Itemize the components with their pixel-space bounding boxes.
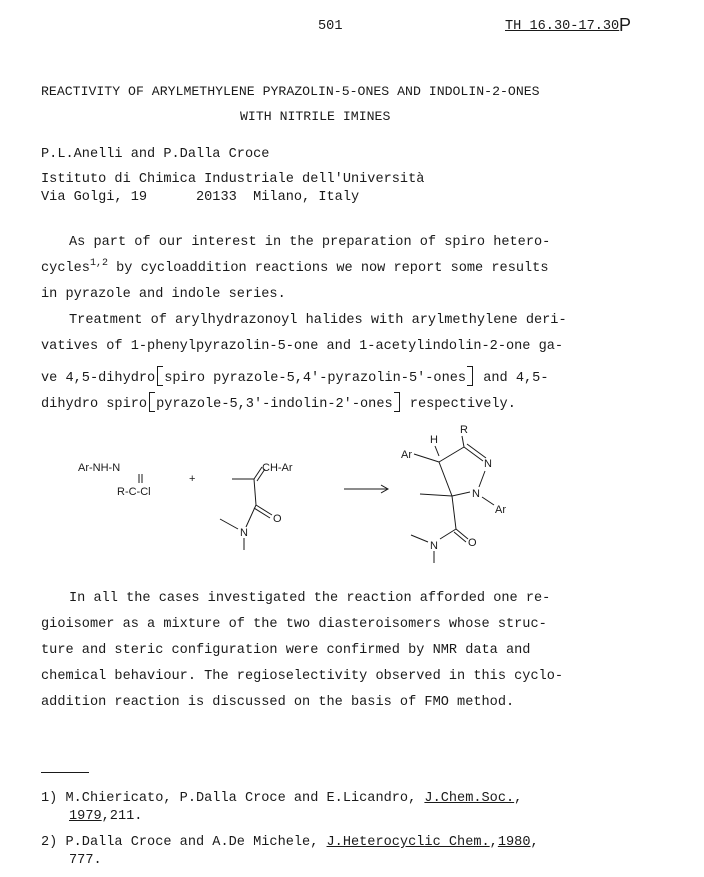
para2-line-3-text-c: and 4,5- — [475, 371, 549, 386]
footnote-rule — [41, 772, 89, 773]
page-number: 501 — [318, 19, 343, 34]
para2-line-3 — [41, 366, 548, 386]
reactant2-ring-bond-1 — [254, 479, 256, 505]
para1-line-2-text-a: cycles — [41, 261, 90, 276]
footnote-1 — [41, 792, 522, 806]
para2-line-1: Treatment of arylhydrazonoyl halides with arylmethylene deri- — [69, 313, 567, 328]
product-co-bond — [456, 529, 468, 539]
product-n-left — [411, 535, 428, 542]
para2-line-2: vatives of 1-phenylpyrazolin-5-one and 1-acetylindolin-2-one ga- — [41, 339, 564, 354]
affiliation-line-1: Istituto di Chimica Industriale dell'Università — [41, 172, 425, 187]
product-ar-bond — [414, 454, 439, 462]
close-bracket — [467, 366, 473, 386]
product-oxygen: O — [468, 537, 477, 549]
footnote-2-journal: J.Heterocyclic Chem. — [326, 835, 490, 850]
open-bracket — [149, 392, 155, 412]
reaction-scheme — [0, 425, 704, 565]
para3-line-2: gioisomer as a mixture of the two diasteroisomers whose struc- — [41, 617, 547, 632]
reactant1-line-2: R-C-Cl — [117, 486, 151, 498]
reactant2-n-left — [220, 519, 238, 529]
para1-line-1: As part of our interest in the preparation of spiro hetero- — [69, 235, 551, 250]
para2-line-4-bracketed: pyrazole-5,3'-indolin-2'-ones — [156, 397, 393, 412]
footnote-1-cont — [69, 810, 142, 824]
product-ring-n2-n1 — [479, 471, 485, 487]
plus-sign: + — [189, 473, 196, 485]
product-ring-c4-c3 — [439, 447, 464, 462]
product-h-bond — [435, 446, 439, 456]
para2-line-4 — [41, 392, 516, 412]
para1-line-3: in pyrazole and indole series. — [41, 287, 286, 302]
session-code: TH 16.30-17.30 — [505, 19, 620, 34]
product-r-bond — [462, 436, 464, 447]
reactant2-double-a — [254, 467, 262, 479]
footnote-2-text: 2) P.Dalla Croce and A.De Michele, — [41, 835, 327, 850]
product-h: H — [430, 434, 438, 446]
footnote-2-sep2: , — [530, 835, 539, 850]
product-n1: N — [472, 488, 480, 500]
footnote-1-journal: J.Chem.Soc. — [424, 791, 515, 806]
product-ring-n1-c5 — [452, 492, 470, 496]
reactant1-line-1: Ar-NH-N — [78, 462, 121, 474]
reactant2-co-bond — [256, 505, 272, 515]
footnote-1-pages: ,211. — [101, 809, 143, 824]
footnote-1-text: 1) M.Chiericato, P.Dalla Croce and E.Licandro, — [41, 791, 425, 806]
para2-line-3-bracketed: spiro pyrazole-5,4'-pyrazolin-5'-ones — [164, 371, 467, 386]
footnote-2-year: 1980 — [497, 835, 531, 850]
product-n2: N — [484, 458, 492, 470]
para1-line-2 — [41, 258, 549, 276]
product-nitrogen: N — [430, 540, 438, 552]
paper-title-line-2: WITH NITRILE IMINES — [240, 109, 391, 124]
product-n-ar: Ar — [495, 504, 506, 516]
reactant2-ring-bond-2 — [246, 505, 256, 527]
affiliation-line-2: Via Golgi, 19 20133 Milano, Italy — [41, 190, 360, 205]
reactant2-oxygen: O — [273, 513, 282, 525]
footnote-2-cont: 777. — [69, 853, 102, 868]
para3-line-1: In all the cases investigated the reaction afforded one re- — [69, 591, 551, 606]
product-co-double — [454, 532, 466, 542]
close-bracket — [394, 392, 400, 412]
product-r: R — [460, 425, 468, 436]
footnote-1-sep: , — [514, 791, 523, 806]
para3-line-4: chemical behaviour. The regioselectivity observed in this cyclo- — [41, 669, 564, 684]
para2-line-4-text-a: dihydro spiro — [41, 397, 148, 412]
para1-line-2-text-b: by cycloaddition reactions we now report some results — [107, 261, 549, 276]
product-c5-down — [452, 496, 456, 529]
footnote-2-sep: , — [489, 835, 498, 850]
authors: P.L.Anelli and P.Dalla Croce — [41, 147, 270, 162]
reactant2-co-double — [254, 508, 270, 518]
product-n1-ar-bond — [482, 497, 494, 505]
reactant2-nitrogen: N — [240, 527, 248, 539]
para2-line-3-text-a: ve 4,5-dihydro — [41, 371, 156, 386]
para2-line-4-text-c: respectively. — [401, 397, 516, 412]
paper-title-line-1: REACTIVITY OF ARYLMETHYLENE PYRAZOLIN-5-ONES AND INDOLIN-2-ONES — [41, 84, 540, 99]
open-bracket — [157, 366, 163, 386]
para3-line-5: addition reaction is discussed on the basis of FMO method. — [41, 695, 515, 710]
reactant2-ch-ar: CH-Ar — [262, 462, 293, 474]
product-c-n-bond — [440, 529, 456, 539]
product-ring-c5-c4 — [439, 462, 452, 496]
product-c5-left — [420, 494, 452, 496]
footnote-2 — [41, 836, 539, 850]
citation-superscript: 1,2 — [89, 258, 108, 269]
product-ar: Ar — [401, 449, 412, 461]
para3-line-3: ture and steric configuration were confirmed by NMR data and — [41, 643, 531, 658]
footnote-1-year: 1979 — [69, 809, 102, 824]
session-letter: P — [619, 15, 632, 35]
